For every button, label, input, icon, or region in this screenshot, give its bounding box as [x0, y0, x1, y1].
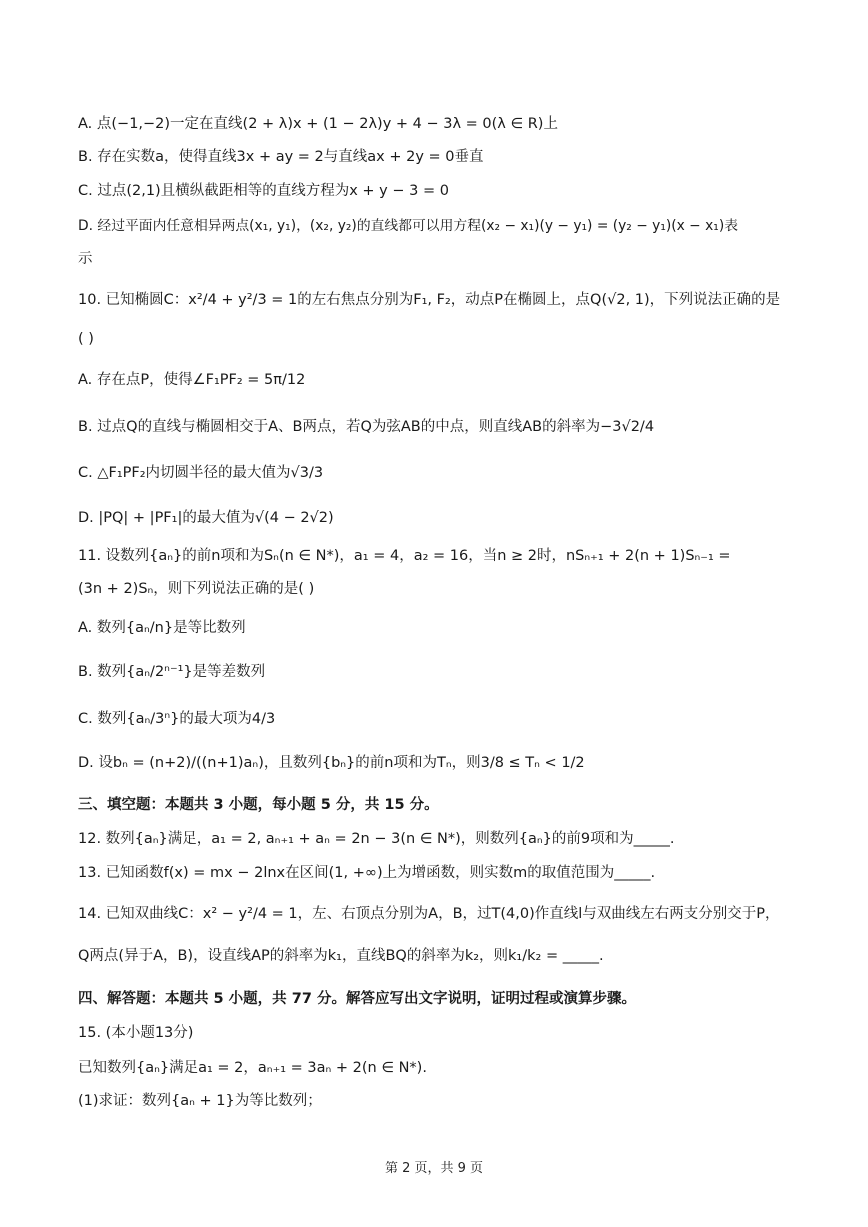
option-10c: C. △F₁PF₂内切圆半径的最大值为√3/3 [78, 465, 324, 481]
question-13: 13. 已知函数f(x) = mx − 2lnx在区间(1, +∞)上为增函数，则实数m的取值范围为_____. [78, 865, 656, 881]
question-12: 12. 数列{aₙ}满足，a₁ = 2, aₙ₊₁ + aₙ = 2n − 3(n ∈ N*)，则数列{aₙ}的前9项和为_____. [78, 831, 675, 847]
question-15-part1: (1)求证：数列{aₙ + 1}为等比数列； [78, 1093, 322, 1109]
question-10: 10. 已知椭圆C：x²/4 + y²/3 = 1的左右焦点分别为F₁, F₂，动点P在椭圆上，点Q(√2, 1)，下列说法正确的是 [78, 292, 781, 308]
section-3-heading: 三、填空题：本题共 3 小题，每小题 5 分，共 15 分。 [78, 797, 439, 813]
option-9d: D. 经过平面内任意相异两点(x₁, y₁)，(x₂, y₂)的直线都可以用方程(x₂ − x₁)(y − y₁) = (y₂ − y₁)(x − x₁)表 [78, 218, 739, 234]
option-11a: A. 数列{aₙ/n}是等比数列 [78, 620, 246, 636]
option-9a: A. 点(−1,−2)一定在直线(2 + λ)x + (1 − 2λ)y + 4 − 3λ = 0(λ ∈ R)上 [78, 116, 558, 132]
question-14-cont: Q两点(异于A，B)，设直线AP的斜率为k₁，直线BQ的斜率为k₂，则k₁/k₂ = _____. [78, 948, 604, 964]
option-10d: D. |PQ| + |PF₁|的最大值为√(4 − 2√2) [78, 510, 334, 526]
question-15-stem: 已知数列{aₙ}满足a₁ = 2，aₙ₊₁ = 3aₙ + 2(n ∈ N*). [78, 1060, 427, 1076]
option-9d-cont: 示 [78, 251, 93, 267]
option-10a: A. 存在点P，使得∠F₁PF₂ = 5π/12 [78, 372, 306, 388]
question-15-heading: 15. (本小题13分) [78, 1025, 194, 1041]
option-9c: C. 过点(2,1)且横纵截距相等的直线方程为x + y − 3 = 0 [78, 183, 449, 199]
option-11d: D. 设bₙ = (n+2)/((n+1)aₙ)，且数列{bₙ}的前n项和为Tₙ，则3/8 ≤ Tₙ < 1/2 [78, 755, 585, 771]
option-11b: B. 数列{aₙ/2ⁿ⁻¹}是等差数列 [78, 664, 266, 680]
option-9b: B. 存在实数a，使得直线3x + ay = 2与直线ax + 2y = 0垂直 [78, 149, 484, 165]
question-11: 11. 设数列{aₙ}的前n项和为Sₙ(n ∈ N*)，a₁ = 4，a₂ = 16，当n ≥ 2时，nSₙ₊₁ + 2(n + 1)Sₙ₋₁ = [78, 548, 731, 564]
question-14: 14. 已知双曲线C：x² − y²/4 = 1，左、右顶点分别为A，B，过T(4,0)作直线l与双曲线左右两支分别交于P， [78, 906, 780, 922]
option-10b: B. 过点Q的直线与椭圆相交于A、B两点，若Q为弦AB的中点，则直线AB的斜率为−3√2/4 [78, 419, 655, 435]
page-footer: 第 2 页，共 9 页 [384, 1161, 484, 1176]
question-11-cont: (3n + 2)Sₙ，则下列说法正确的是( ) [78, 581, 315, 597]
question-10-paren: ( ) [78, 331, 94, 347]
section-4-heading: 四、解答题：本题共 5 小题，共 77 分。解答应写出文字说明，证明过程或演算步骤。 [78, 991, 636, 1007]
option-11c: C. 数列{aₙ/3ⁿ}的最大项为4/3 [78, 711, 276, 727]
